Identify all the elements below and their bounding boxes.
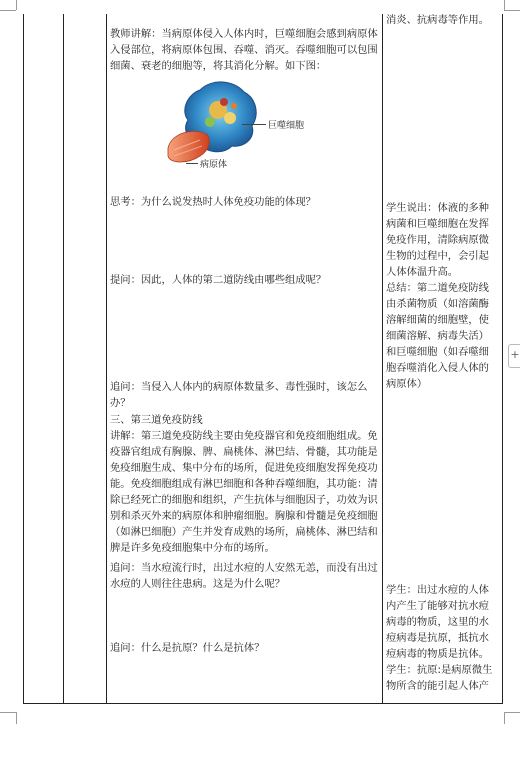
summary-second-line: 总结：第二道免疫防线由杀菌物质（如溶菌酶溶解细菌的细胞壁，使细菌溶解、病毒失活）和巨噬细胞（如吞噬细胞吞噬消化入侵人体的病原体） bbox=[386, 282, 489, 390]
column-divider-2 bbox=[106, 14, 107, 703]
column-divider-3 bbox=[382, 14, 383, 703]
think-question: 思考：为什么说发热时人体免疫功能的体现？ bbox=[110, 196, 316, 208]
crop-mark-top-left-v bbox=[16, 0, 17, 10]
crop-mark-top-right-v bbox=[504, 0, 505, 10]
student-answer-1: 学生说出：体液的多种病菌和巨噬细胞在发挥免疫作用，清除病原微生物的过程中，会引起人体体温升高。 bbox=[386, 202, 489, 278]
pathogen-label: 病原体 bbox=[200, 160, 228, 170]
follow-up-question-1: 追问：当侵入人体内的病原体数量多、毒性强时，该怎么办？ bbox=[110, 381, 368, 409]
side-top-text: 消炎、抗病毒等作用。 bbox=[386, 14, 489, 26]
crop-mark-top-right-h bbox=[504, 10, 520, 11]
student-answer-3: 学生：抗原:是病原微生物所含的能引起人体产 bbox=[386, 664, 493, 692]
macrophage-leader-line bbox=[242, 124, 266, 125]
add-page-tab[interactable]: + bbox=[508, 344, 520, 368]
student-answer-2: 学生：出过水痘的人体内产生了能够对抗水痘病毒的物质，这里的水痘病毒是抗原，抵抗水痘病毒的物质是抗体。 bbox=[386, 584, 489, 660]
column-divider-1 bbox=[63, 14, 64, 703]
follow-up-question-3: 追问：什么是抗原？什么是抗体？ bbox=[110, 642, 265, 654]
crop-mark-bottom-left-v bbox=[16, 712, 17, 724]
crop-mark-top-left-h bbox=[0, 10, 16, 11]
crop-mark-bottom-right-h bbox=[504, 712, 520, 713]
macrophage-label: 巨噬细胞 bbox=[268, 121, 305, 131]
ask-second-line: 提问：因此，人体的第二道防线由哪些组成呢？ bbox=[110, 274, 327, 286]
crop-mark-bottom-left-h bbox=[0, 712, 16, 713]
follow-up-question-2: 追问：当水痘流行时，出过水痘的人安然无恙，而没有出过水痘的人则往往患病。这是为什么呢？ bbox=[110, 562, 378, 590]
section-heading-third-line: 三、第三道免疫防线 bbox=[110, 414, 203, 426]
lecture-third-line: 讲解：第三道免疫防线主要由免疫器官和免疫细胞组成。免疫器官组成有胸腺、脾、扁桃体、淋巴结、骨髓，其功能是免疫细胞生成、集中分布的场所，促进免疫细胞发挥免疫功能。免疫细胞组成有淋巴细胞和各种吞噬细胞，其功能：清除已经死亡的细胞和组织，产生抗体与细胞因子，功效为识别和杀灭外来的病原体和肿瘤细胞。胸腺和骨髓是免疫细胞（如淋巴细胞）产生并发育成熟的场所，扁桃体、淋巴结和脾是许多免疫细胞集中分布的场所。 bbox=[110, 430, 378, 554]
teacher-explanation: 教师讲解：当病原体侵入人体内时，巨噬细胞会感到病原体入侵部位，将病原体包围、吞噬、消灭。吞噬细胞可以包围细菌、衰老的细胞等，将其消化分解。如下图： bbox=[110, 28, 378, 72]
crop-mark-bottom-right-v bbox=[504, 712, 505, 724]
pathogen-leader-line bbox=[186, 163, 198, 164]
